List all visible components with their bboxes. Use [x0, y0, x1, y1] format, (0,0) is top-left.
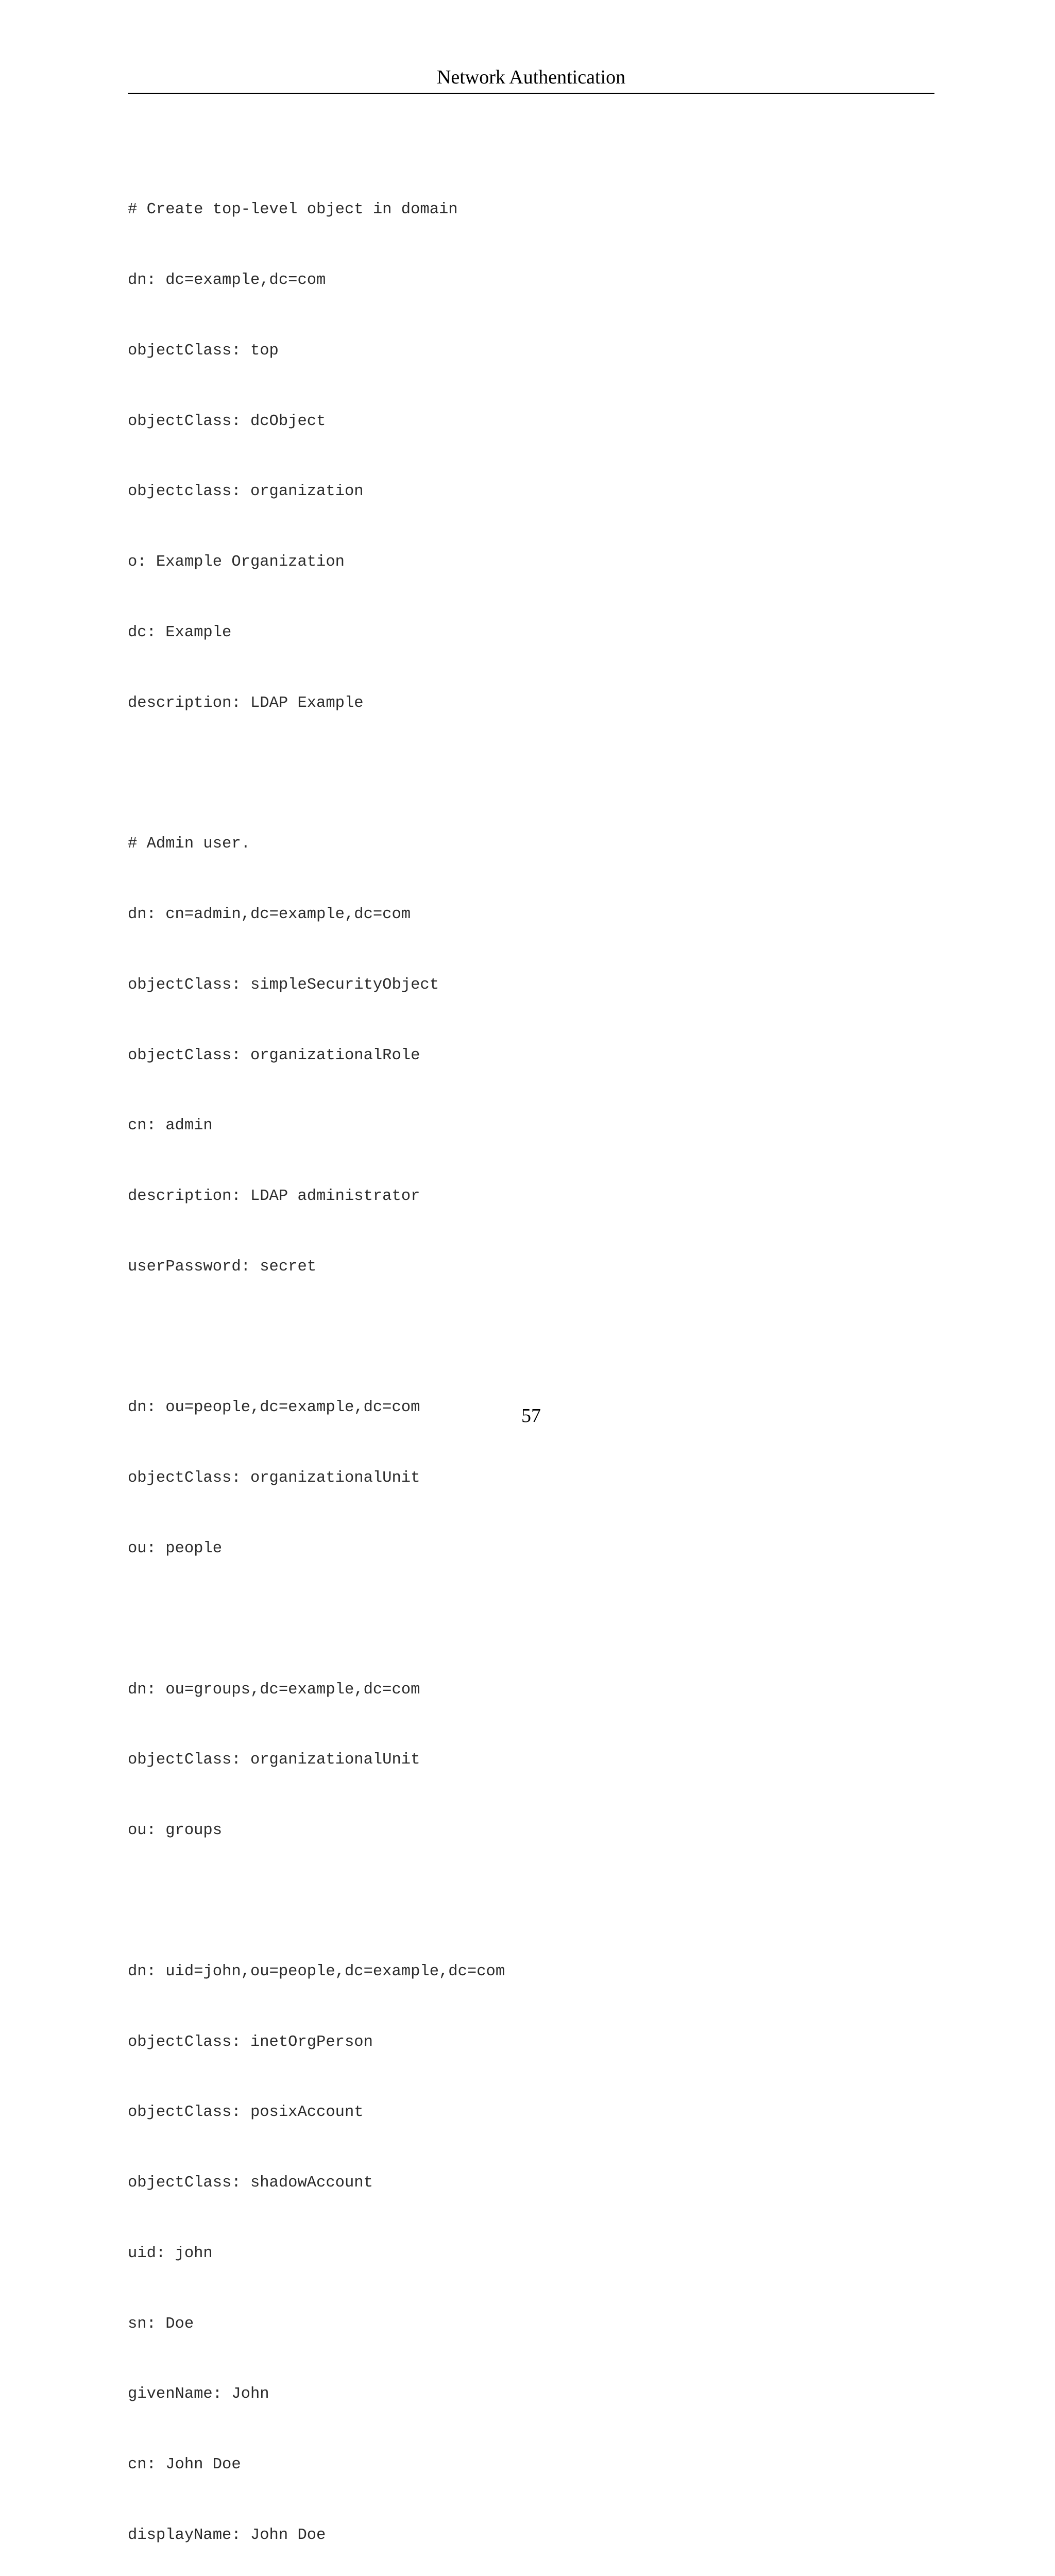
code-line: objectClass: organizationalUnit [128, 1469, 420, 1487]
code-line: givenName: John [128, 2385, 269, 2403]
code-line: cn: admin [128, 1117, 213, 1135]
code-line: dn: ou=groups,dc=example,dc=com [128, 1681, 420, 1699]
code-line: description: LDAP administrator [128, 1188, 420, 1206]
code-line: dn: uid=john,ou=people,dc=example,dc=com [128, 1962, 505, 1980]
header-rule [128, 93, 934, 94]
code-line: uid: john [128, 2244, 213, 2262]
code-line: ou: people [128, 1540, 223, 1558]
code-line-blank [128, 1326, 934, 1350]
code-line: objectclass: organization [128, 483, 364, 501]
code-line: objectClass: organizationalRole [128, 1046, 420, 1064]
code-line: # Admin user. [128, 835, 250, 853]
code-line: displayName: John Doe [128, 2526, 326, 2544]
code-line: sn: Doe [128, 2315, 194, 2333]
code-line: userPassword: secret [128, 1258, 317, 1276]
code-line: ou: groups [128, 1822, 223, 1840]
code-line: dn: ou=people,dc=example,dc=com [128, 1399, 420, 1417]
running-header-title: Network Authentication [436, 66, 626, 88]
code-line: objectClass: inetOrgPerson [128, 2033, 373, 2051]
code-line: dn: cn=admin,dc=example,dc=com [128, 906, 411, 923]
code-line: objectClass: organizationalUnit [128, 1751, 420, 1769]
code-line: description: LDAP Example [128, 694, 364, 712]
code-line-blank [128, 762, 934, 786]
code-line: cn: John Doe [128, 2456, 241, 2474]
code-line: objectClass: dcObject [128, 412, 326, 430]
code-line-blank [128, 1608, 934, 1632]
code-line: # Create top-level object in domain [128, 201, 458, 219]
ldif-code-block [128, 151, 934, 2576]
code-line-blank [128, 1890, 934, 1913]
code-line: objectClass: shadowAccount [128, 2174, 373, 2192]
code-line: dn: dc=example,dc=com [128, 271, 326, 289]
page-number: 57 [521, 1405, 541, 1427]
code-line: dc: Example [128, 623, 232, 641]
code-line: objectClass: simpleSecurityObject [128, 976, 439, 994]
code-line: objectClass: top [128, 342, 279, 360]
code-line: o: Example Organization [128, 553, 345, 571]
code-line: objectClass: posixAccount [128, 2104, 364, 2122]
